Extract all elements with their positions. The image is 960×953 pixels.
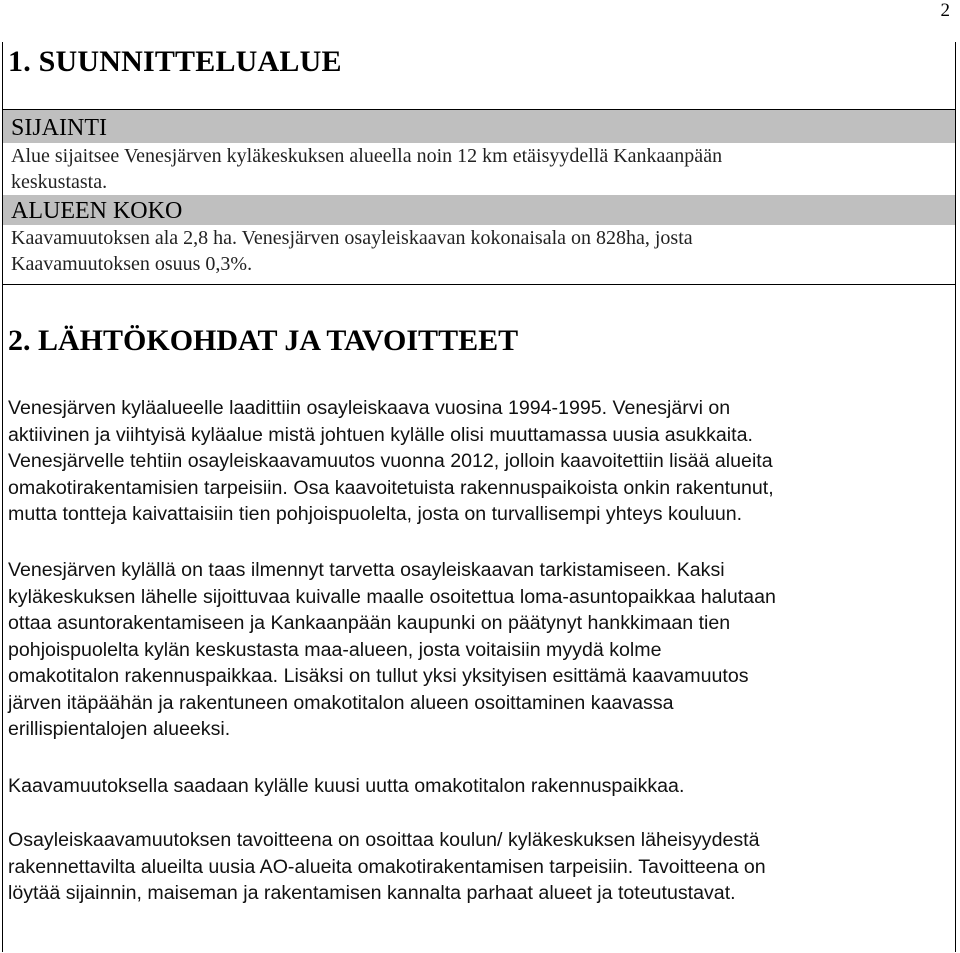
- planning-area-info-box: [2, 109, 956, 285]
- alueen-koko-text: [3, 225, 955, 284]
- paragraph-1: [8, 395, 948, 528]
- paragraph-line: omakotitalon rakennuspaikkaa. Lisäksi on tullut yksi yksityisen esittämä kaavamuutos: [8, 665, 749, 687]
- page-number: 2: [940, 0, 950, 21]
- section-1-heading: 1. SUUNNITTELUALUE: [8, 45, 342, 78]
- paragraph-line: mutta tontteja kaivattaisiin tien pohjoispuolelta, josta on turvallisempi yhteys kouluun.: [8, 503, 743, 525]
- paragraph-line: Venesjärven kylällä on taas ilmennyt tarvetta osayleiskaavan tarkistamiseen. Kaksi: [8, 559, 725, 581]
- paragraph-line: omakotirakentamisien tarpeisiin. Osa kaavoitetuista rakennuspaikoista onkin rakentunut,: [8, 476, 774, 499]
- alueen-koko-header: ALUEEN KOKO: [3, 195, 955, 225]
- paragraph-line: löytää sijainnin, maiseman ja rakentamisen kannalta parhaat alueet ja toteutustavat.: [8, 882, 736, 904]
- paragraph-3: [8, 773, 948, 800]
- section-2-heading: 2. LÄHTÖKOHDAT JA TAVOITTEET: [8, 324, 519, 357]
- paragraph-line: rakennettavilta alueilta uusia AO-alueita omakotirakentamisen tarpeisiin. Tavoitteena on: [8, 855, 766, 878]
- paragraph-line: Venesjärven kyläalueelle laadittiin osayleiskaava vuosina 1994-1995. Venesjärvi on: [8, 397, 731, 419]
- paragraph-line: aktiivinen ja viihtyisä kyläalue mistä johtuen kylälle olisi muuttamassa uusia asukkaita.: [8, 423, 753, 446]
- paragraph-line: järven itäpäähän ja rakentuneen omakotitalon alueen osoittaminen kaavassa: [8, 691, 674, 714]
- paragraph-line: kyläkeskuksen lähelle sijoittuvaa kuivalle maalle osoitettua loma-asuntopaikkaa halutaan: [8, 585, 776, 608]
- sijainti-text: [3, 143, 955, 195]
- paragraph-line: pohjoispuolelta kylän keskustasta maa-alueen, josta voitaisiin myydä kolme: [8, 638, 662, 661]
- paragraph-line: Venesjärvelle tehtiin osayleiskaavamuutos vuonna 2012, jolloin kaavoitettiin lisää alueita: [8, 450, 773, 472]
- sijainti-line: keskustasta.: [11, 171, 108, 193]
- paragraph-line: Kaavamuutoksella saadaan kylälle kuusi uutta omakotitalon rakennuspaikkaa.: [8, 775, 685, 797]
- paragraph-2: [8, 557, 948, 743]
- sijainti-header: SIJAINTI: [3, 110, 955, 143]
- paragraph-line: Osayleiskaavamuutoksen tavoitteena on osoittaa koulun/ kyläkeskuksen läheisyydestä: [8, 829, 760, 851]
- alueen-koko-line: Kaavamuutoksen osuus 0,3%.: [11, 253, 253, 275]
- sijainti-line: Alue sijaitsee Venesjärven kyläkeskuksen alueella noin 12 km etäisyydellä Kankaanpään: [11, 145, 723, 167]
- paragraph-line: ottaa asuntorakentamiseen ja Kankaanpään kaupunki on päätynyt hankkimaan tien: [8, 612, 731, 634]
- alueen-koko-line: Kaavamuutoksen ala 2,8 ha. Venesjärven osayleiskaavan kokonaisala on 828ha, josta: [11, 227, 693, 249]
- paragraph-4: [8, 827, 948, 907]
- paragraph-line: erillispientalojen alueeksi.: [8, 718, 231, 740]
